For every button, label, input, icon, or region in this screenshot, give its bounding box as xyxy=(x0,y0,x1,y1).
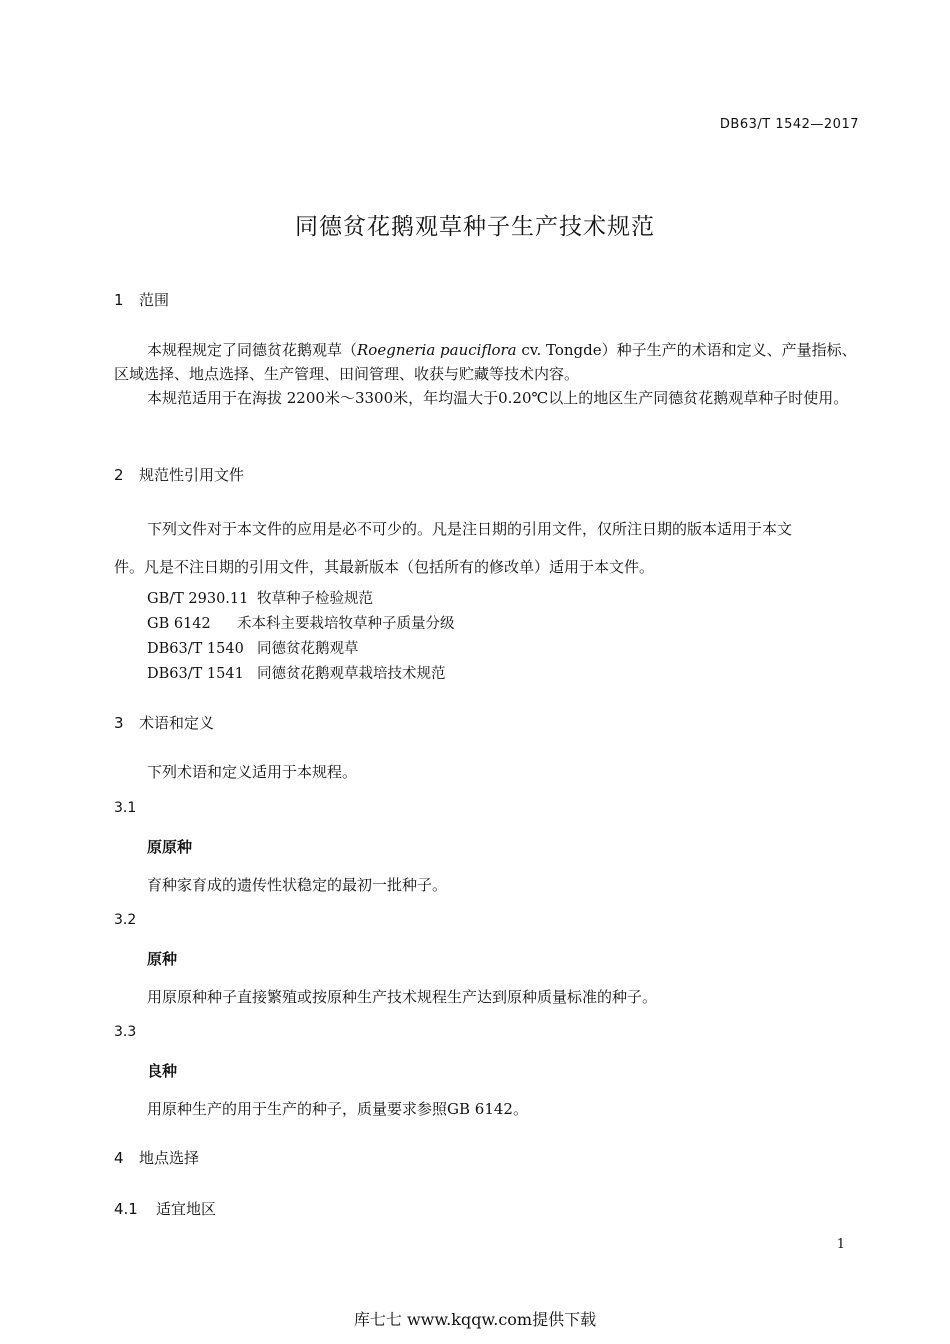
term-title: 良种 xyxy=(147,1062,178,1080)
reference-item xyxy=(147,587,373,608)
term-definition: 育种家育成的遗传性状稳定的最初一批种子。 xyxy=(147,876,448,894)
subsection-4-1-heading xyxy=(114,1198,216,1219)
reference-code: DB63/T 1540 xyxy=(147,641,244,657)
reference-name: 同德贫花鹅观草栽培技术规范 xyxy=(257,666,446,682)
clause-number: 3.3 xyxy=(114,1024,137,1040)
section-number: 1 xyxy=(114,291,124,309)
term-definition: 用原种生产的用于生产的种子，质量要求参照GB 6142。 xyxy=(147,1100,528,1118)
section-title: 术语和定义 xyxy=(139,714,215,732)
section-title: 范围 xyxy=(139,291,170,309)
terms-intro: 下列术语和定义适用于本规程。 xyxy=(147,763,358,781)
section-2-heading xyxy=(114,464,244,485)
clause-number: 3.2 xyxy=(114,912,137,928)
section-number: 3 xyxy=(114,714,124,732)
section-1-heading xyxy=(114,289,169,310)
reference-item xyxy=(147,637,359,658)
section-number: 4.1 xyxy=(114,1200,138,1218)
term-title: 原种 xyxy=(147,950,178,968)
reference-name: 同德贫花鹅观草 xyxy=(257,641,359,657)
clause-number: 3.1 xyxy=(114,800,137,816)
section-number: 4 xyxy=(114,1149,124,1167)
document-title: 同德贫花鹅观草种子生产技术规范 xyxy=(295,214,655,240)
section-number: 2 xyxy=(114,466,124,484)
section-4-heading xyxy=(114,1147,199,1168)
latin-name: Roegneria pauciflora xyxy=(357,341,517,359)
page-number: 1 xyxy=(836,1237,845,1252)
reference-code: GB/T 2930.11 xyxy=(147,591,249,607)
cultivar-name: cv. Tongde xyxy=(516,341,602,359)
reference-item xyxy=(147,662,446,683)
reference-name: 禾本科主要栽培牧草种子质量分级 xyxy=(237,616,455,632)
download-footer: 库七七 www.kqqw.com提供下载 xyxy=(353,1310,597,1329)
reference-code: GB 6142 xyxy=(147,616,211,632)
scope-text: ）种子生产的术语和定义、产量指标、区域选择、地点选择、生产管理、田间管理、收获与贮藏等技术内容。 xyxy=(114,341,857,383)
section-title: 规范性引用文件 xyxy=(139,466,245,484)
term-definition: 用原原种种子直接繁殖或按原种生产技术规程生产达到原种质量标准的种子。 xyxy=(147,988,658,1006)
section-title: 适宜地区 xyxy=(156,1200,217,1218)
document-code: DB63/T 1542—2017 xyxy=(719,117,859,132)
reference-name: 牧草种子检验规范 xyxy=(257,591,373,607)
refs-intro-line-2: 件。凡是不注日期的引用文件，其最新版本（包括所有的修改单）适用于本文件。 xyxy=(114,558,655,576)
section-3-heading xyxy=(114,712,214,733)
scope-paragraph-1 xyxy=(114,338,860,386)
reference-code: DB63/T 1541 xyxy=(147,666,244,682)
scope-text: 本规程规定了同德贫花鹅观草（ xyxy=(147,341,358,359)
term-title: 原原种 xyxy=(147,838,193,856)
refs-intro-line-1: 下列文件对于本文件的应用是必不可少的。凡是注日期的引用文件，仅所注日期的版本适用于本文 xyxy=(147,520,793,538)
section-title: 地点选择 xyxy=(139,1149,200,1167)
reference-item xyxy=(147,612,455,633)
scope-paragraph-2: 本规范适用于在海拔 2200米～3300米，年均温大于0.20℃以上的地区生产同德贫花鹅观草种子时使用。 xyxy=(147,389,849,407)
